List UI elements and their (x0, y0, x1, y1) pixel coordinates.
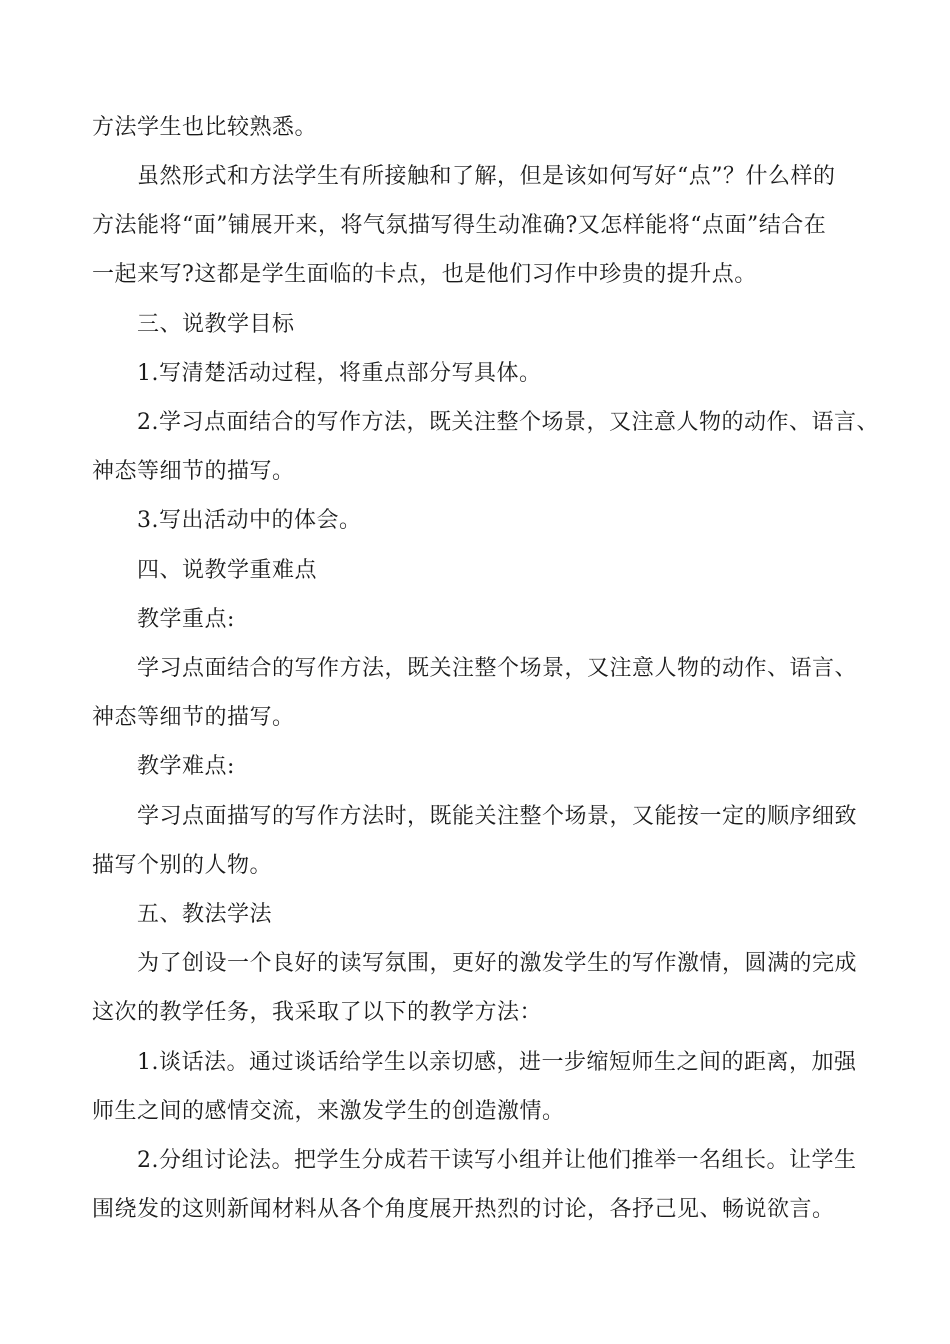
list-item: 1.谈话法。通过谈话给学生以亲切感，进一步缩短师生之间的距离，加强 (137, 1050, 857, 1075)
subheading: 教学重点: (137, 607, 235, 632)
list-item: 3.写出活动中的体会。 (137, 508, 362, 533)
list-item: 2.分组讨论法。把学生分成若干读写小组并让他们推举一名组长。让学生 (137, 1148, 857, 1173)
paragraph-line: 为了创设一个良好的读写氛围，更好的激发学生的写作激情，圆满的完成 (137, 951, 858, 976)
paragraph-line: 方法学生也比较熟悉。 (92, 115, 318, 140)
paragraph-line: 这次的教学任务，我采取了以下的教学方法： (92, 1000, 543, 1025)
list-item: 1.写清楚活动过程，将重点部分写具体。 (137, 361, 542, 386)
paragraph-line: 神态等细节的描写。 (92, 459, 295, 484)
paragraph-line: 学习点面结合的写作方法，既关注整个场景，又注意人物的动作、语言、 (137, 656, 858, 681)
section-heading: 三、说教学目标 (137, 312, 295, 337)
paragraph-line: 描写个别的人物。 (92, 853, 273, 878)
paragraph-line: 神态等细节的描写。 (92, 705, 295, 730)
paragraph-line: 学习点面描写的写作方法时，既能关注整个场景，又能按一定的顺序细致 (137, 804, 858, 829)
paragraph-line: 围绕发的这则新闻材料从各个角度展开热烈的讨论，各抒己见、畅说欲言。 (92, 1197, 835, 1222)
paragraph-line: 虽然形式和方法学生有所接触和了解，但是该如何写好“点”？什么样的 (137, 164, 836, 189)
paragraph-line: 一起来写?这都是学生面临的卡点，也是他们习作中珍贵的提升点。 (92, 262, 757, 287)
section-heading: 五、教法学法 (137, 902, 273, 927)
section-heading: 四、说教学重难点 (137, 558, 318, 583)
list-item: 2.学习点面结合的写作方法，既关注整个场景，又注意人物的动作、语言、 (137, 410, 879, 435)
paragraph-line: 方法能将“面”铺展开来，将气氛描写得生动准确?又怎样能将“点面”结合在 (92, 213, 827, 238)
subheading: 教学难点: (137, 754, 235, 779)
paragraph-line: 师生之间的感情交流，来激发学生的创造激情。 (92, 1099, 565, 1124)
